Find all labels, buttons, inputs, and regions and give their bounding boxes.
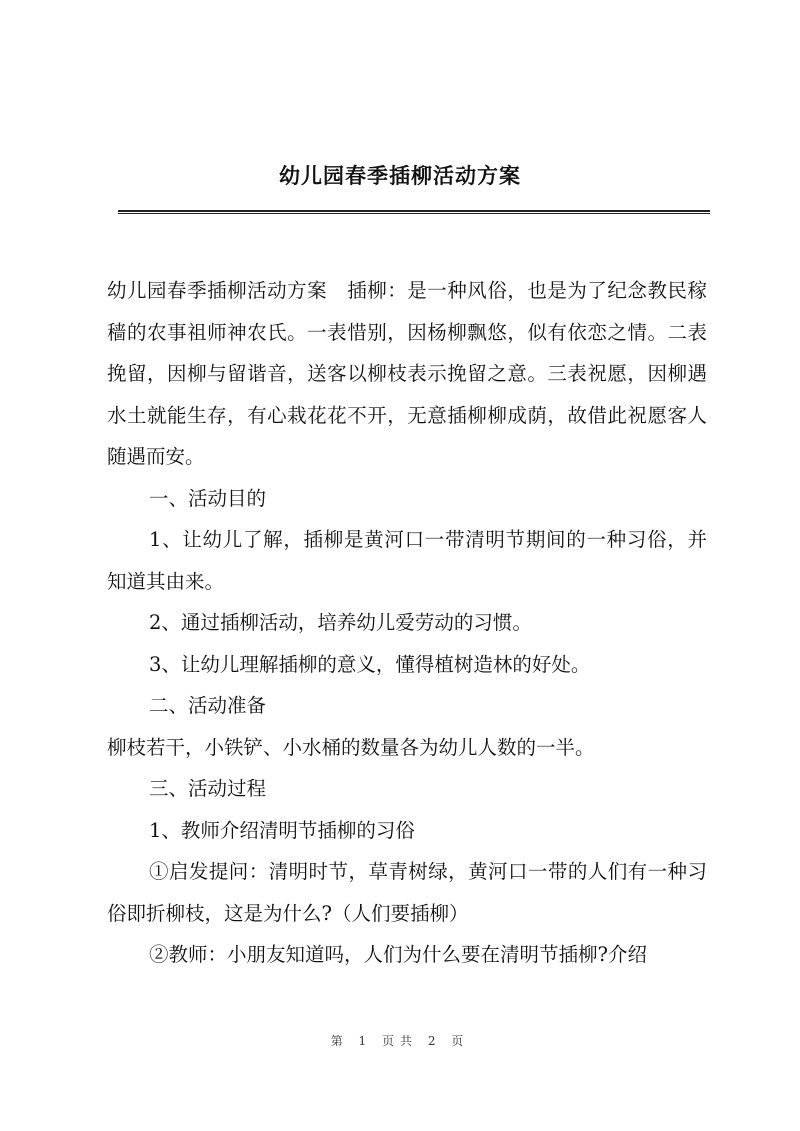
goal-item-2: 2、通过插柳活动，培养幼儿爱劳动的习惯。 xyxy=(149,611,532,634)
section-heading-preparation: 二、活动准备 xyxy=(149,694,267,717)
section-heading-process: 三、活动过程 xyxy=(149,777,267,800)
title-divider xyxy=(118,210,710,214)
process-substep-2: ②教师：小朋友知道吗，人们为什么要在清明节插柳?介绍 xyxy=(149,943,647,966)
preparation-text: 柳枝若干，小铁铲、小水桶的数量各为幼儿人数的一半。 xyxy=(107,735,595,759)
goal-item-1: 1、让幼儿了解，插柳是黄河口一带清明节期间的一种习俗，并知道其由来。 xyxy=(107,528,707,593)
section-heading-goals: 一、活动目的 xyxy=(149,486,267,510)
document-title: 幼儿园春季插柳活动方案 xyxy=(279,164,521,188)
process-step-1: 1、教师介绍清明节插柳的习俗 xyxy=(149,818,415,842)
page-footer: 第 1 页共 2 页 xyxy=(330,1034,470,1048)
body-paragraph-intro: 幼儿园春季插柳活动方案 插柳：是一种风俗，也是为了纪念教民稼穑的农事祖师神农氏。一表惜别，因杨柳飘悠，似有依恋之情。二表挽留，因柳与留谐音，送客以柳枝表示挽留之意。三表祝愿，因柳遇水土就能生存，有心栽花花不开，无意插柳柳成荫，故借此祝愿客人随遇而安。 xyxy=(107,279,707,468)
goal-item-3: 3、让幼儿理解插柳的意义，懂得植树造林的好处。 xyxy=(149,652,591,676)
process-substep-1: ①启发提问：清明时节，草青树绿，黄河口一带的人们有一种习俗即折柳枝，这是为什么?（人们要插柳） xyxy=(107,860,707,925)
document-body xyxy=(107,270,707,976)
